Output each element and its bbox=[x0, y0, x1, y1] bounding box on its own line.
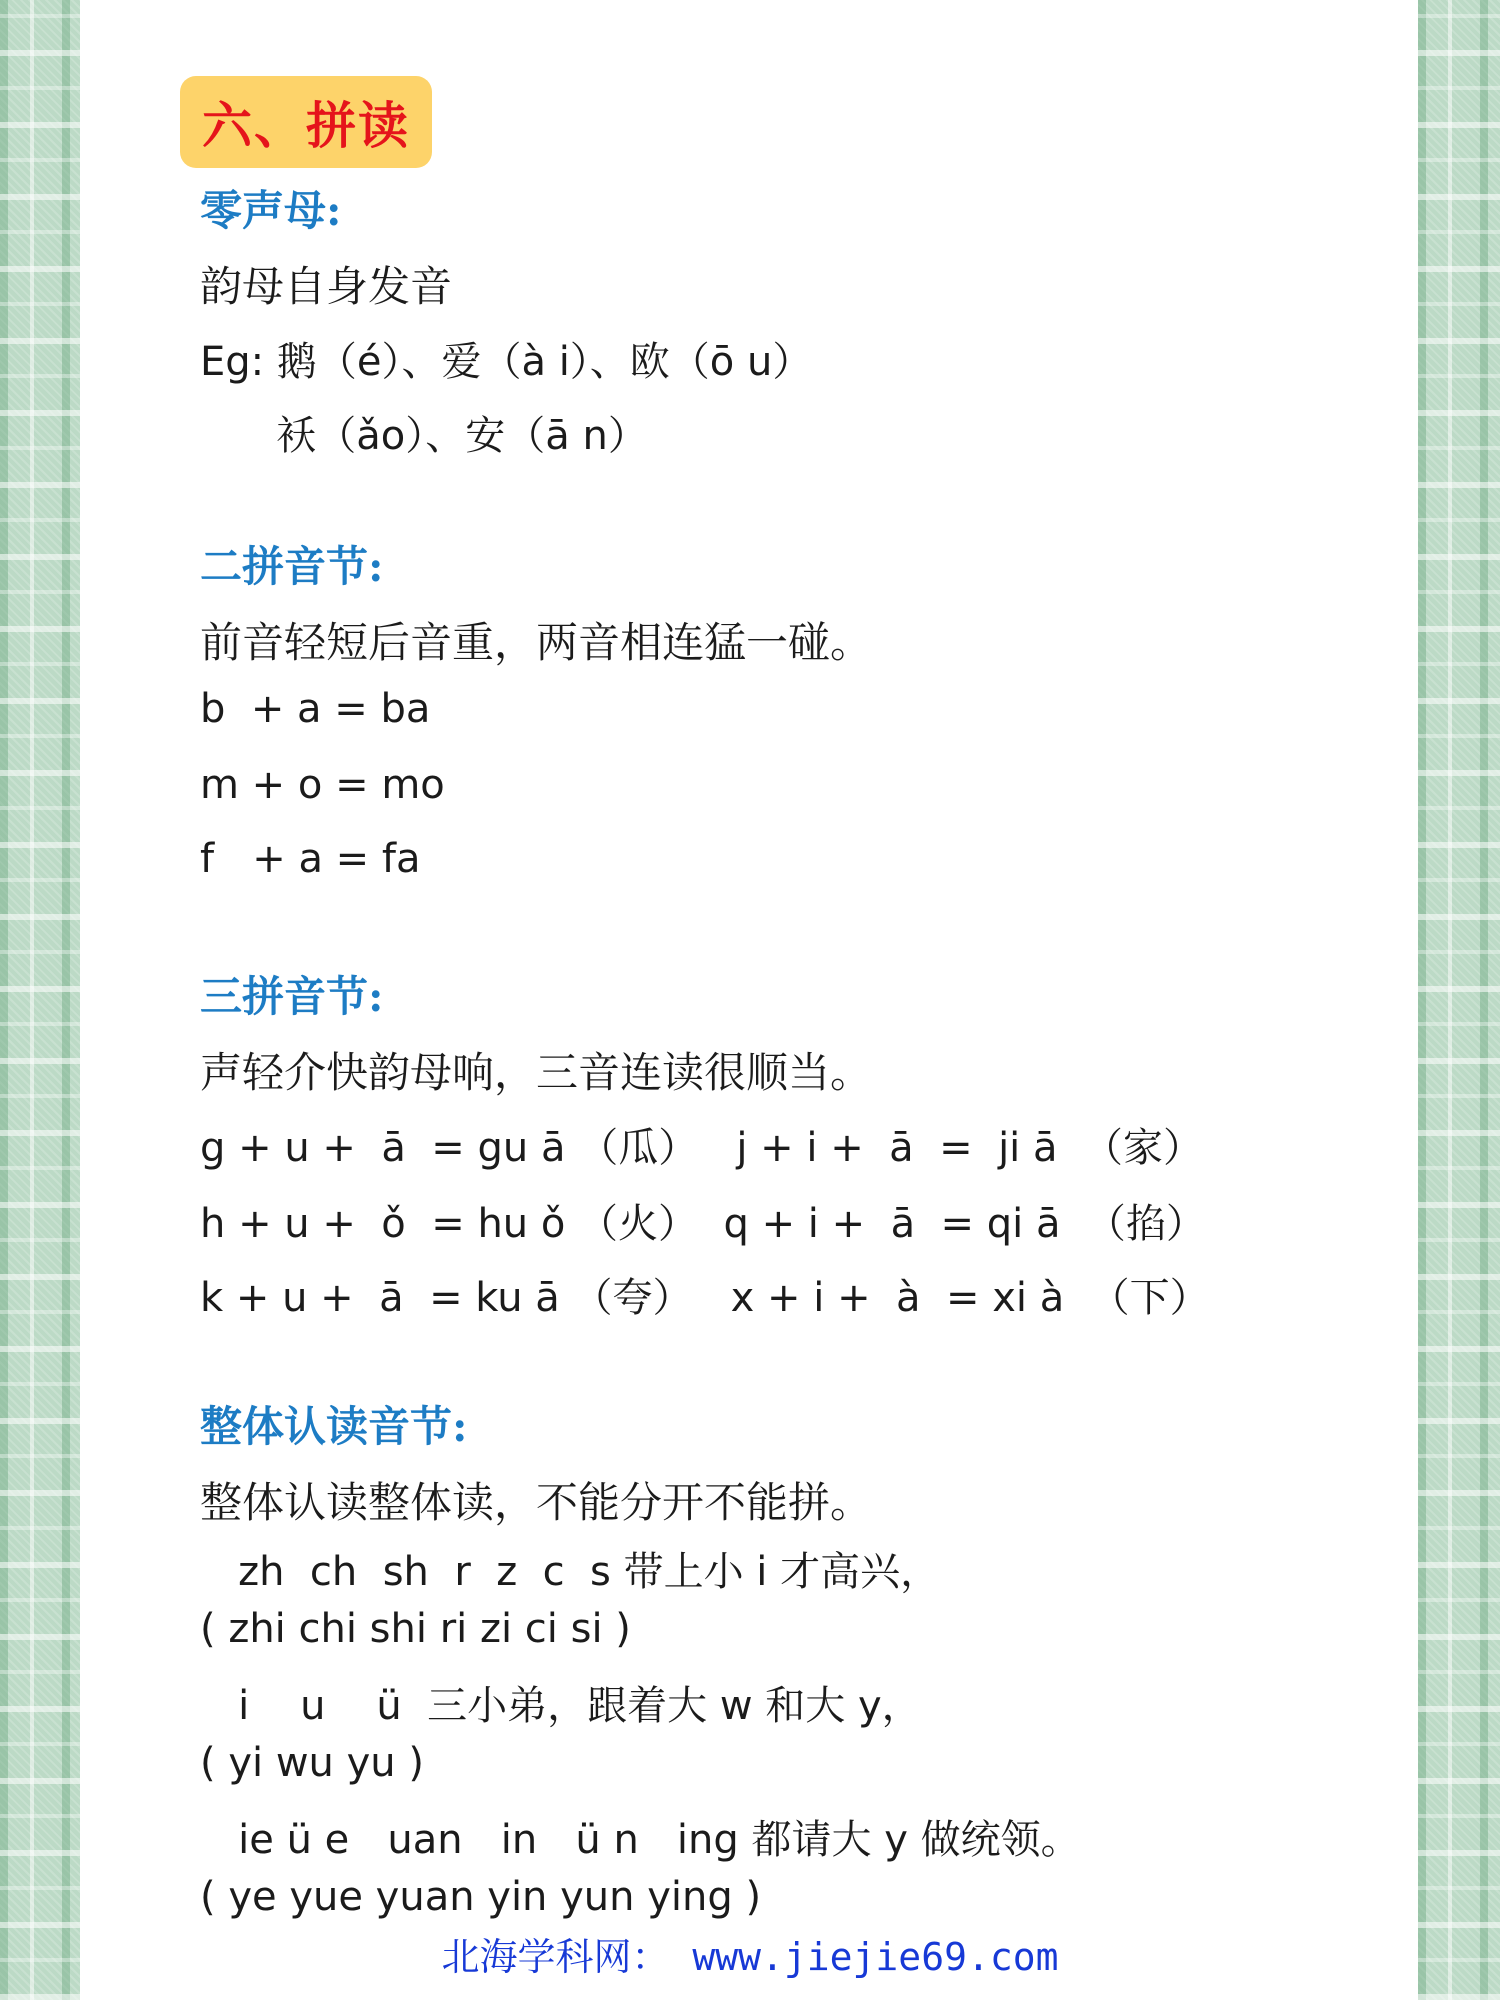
two-part-rule: 前音轻短后音重，两音相连猛一碰。 bbox=[200, 618, 873, 667]
footer-watermark: 北海学科网： www.jiejie69.com bbox=[441, 1935, 1059, 1979]
whole-syllable-line: zh ch sh r z c s 带上小 i 才高兴， bbox=[200, 1549, 941, 1595]
whole-syllable-line: ( yi wu yu ) bbox=[200, 1740, 424, 1786]
three-part-heading: 三拼音节: bbox=[200, 972, 384, 1021]
two-part-example: f + a = fa bbox=[200, 836, 421, 882]
whole-syllable-line: ( zhi chi shi ri zi ci si ) bbox=[200, 1606, 631, 1652]
whole-syllable-rule: 整体认读整体读，不能分开不能拼。 bbox=[200, 1478, 873, 1527]
three-part-rule: 声轻介快韵母响，三音连读很顺当。 bbox=[200, 1048, 873, 1097]
zero-initial-example-2: 袄（ǎo）、安（ā n） bbox=[200, 413, 648, 459]
two-part-heading: 二拼音节: bbox=[200, 542, 384, 591]
whole-syllable-heading: 整体认读音节: bbox=[200, 1402, 468, 1451]
zero-initial-desc: 韵母自身发音 bbox=[200, 262, 453, 311]
two-part-example: b + a = ba bbox=[200, 686, 431, 732]
whole-syllable-line: ie ü e uan in ü n ing 都请大 y 做统领。 bbox=[200, 1817, 1081, 1863]
three-part-example: g + u + ā = gu ā （瓜） j + i + ā = ji ā （家） bbox=[200, 1125, 1203, 1171]
three-part-example: h + u + ǒ = hu ǒ （火） q + i + ā = qi ā （掐） bbox=[200, 1201, 1206, 1247]
plaid-border-left bbox=[0, 0, 80, 2000]
whole-syllable-line: ( ye yue yuan yin yun ying ) bbox=[200, 1874, 762, 1920]
three-part-example: k + u + ā = ku ā （夸） x + i + à = xi à （下） bbox=[200, 1275, 1210, 1321]
whole-syllable-line: i u ü 三小弟，跟着大 w 和大 y， bbox=[200, 1683, 922, 1729]
two-part-example: m + o = mo bbox=[200, 762, 445, 808]
plaid-border-right bbox=[1418, 0, 1500, 2000]
section-title: 六、拼读 bbox=[180, 76, 432, 168]
zero-initial-heading: 零声母: bbox=[200, 186, 342, 235]
zero-initial-example-1: Eg: 鹅（é）、爱（à i）、欧（ō u） bbox=[200, 339, 813, 385]
